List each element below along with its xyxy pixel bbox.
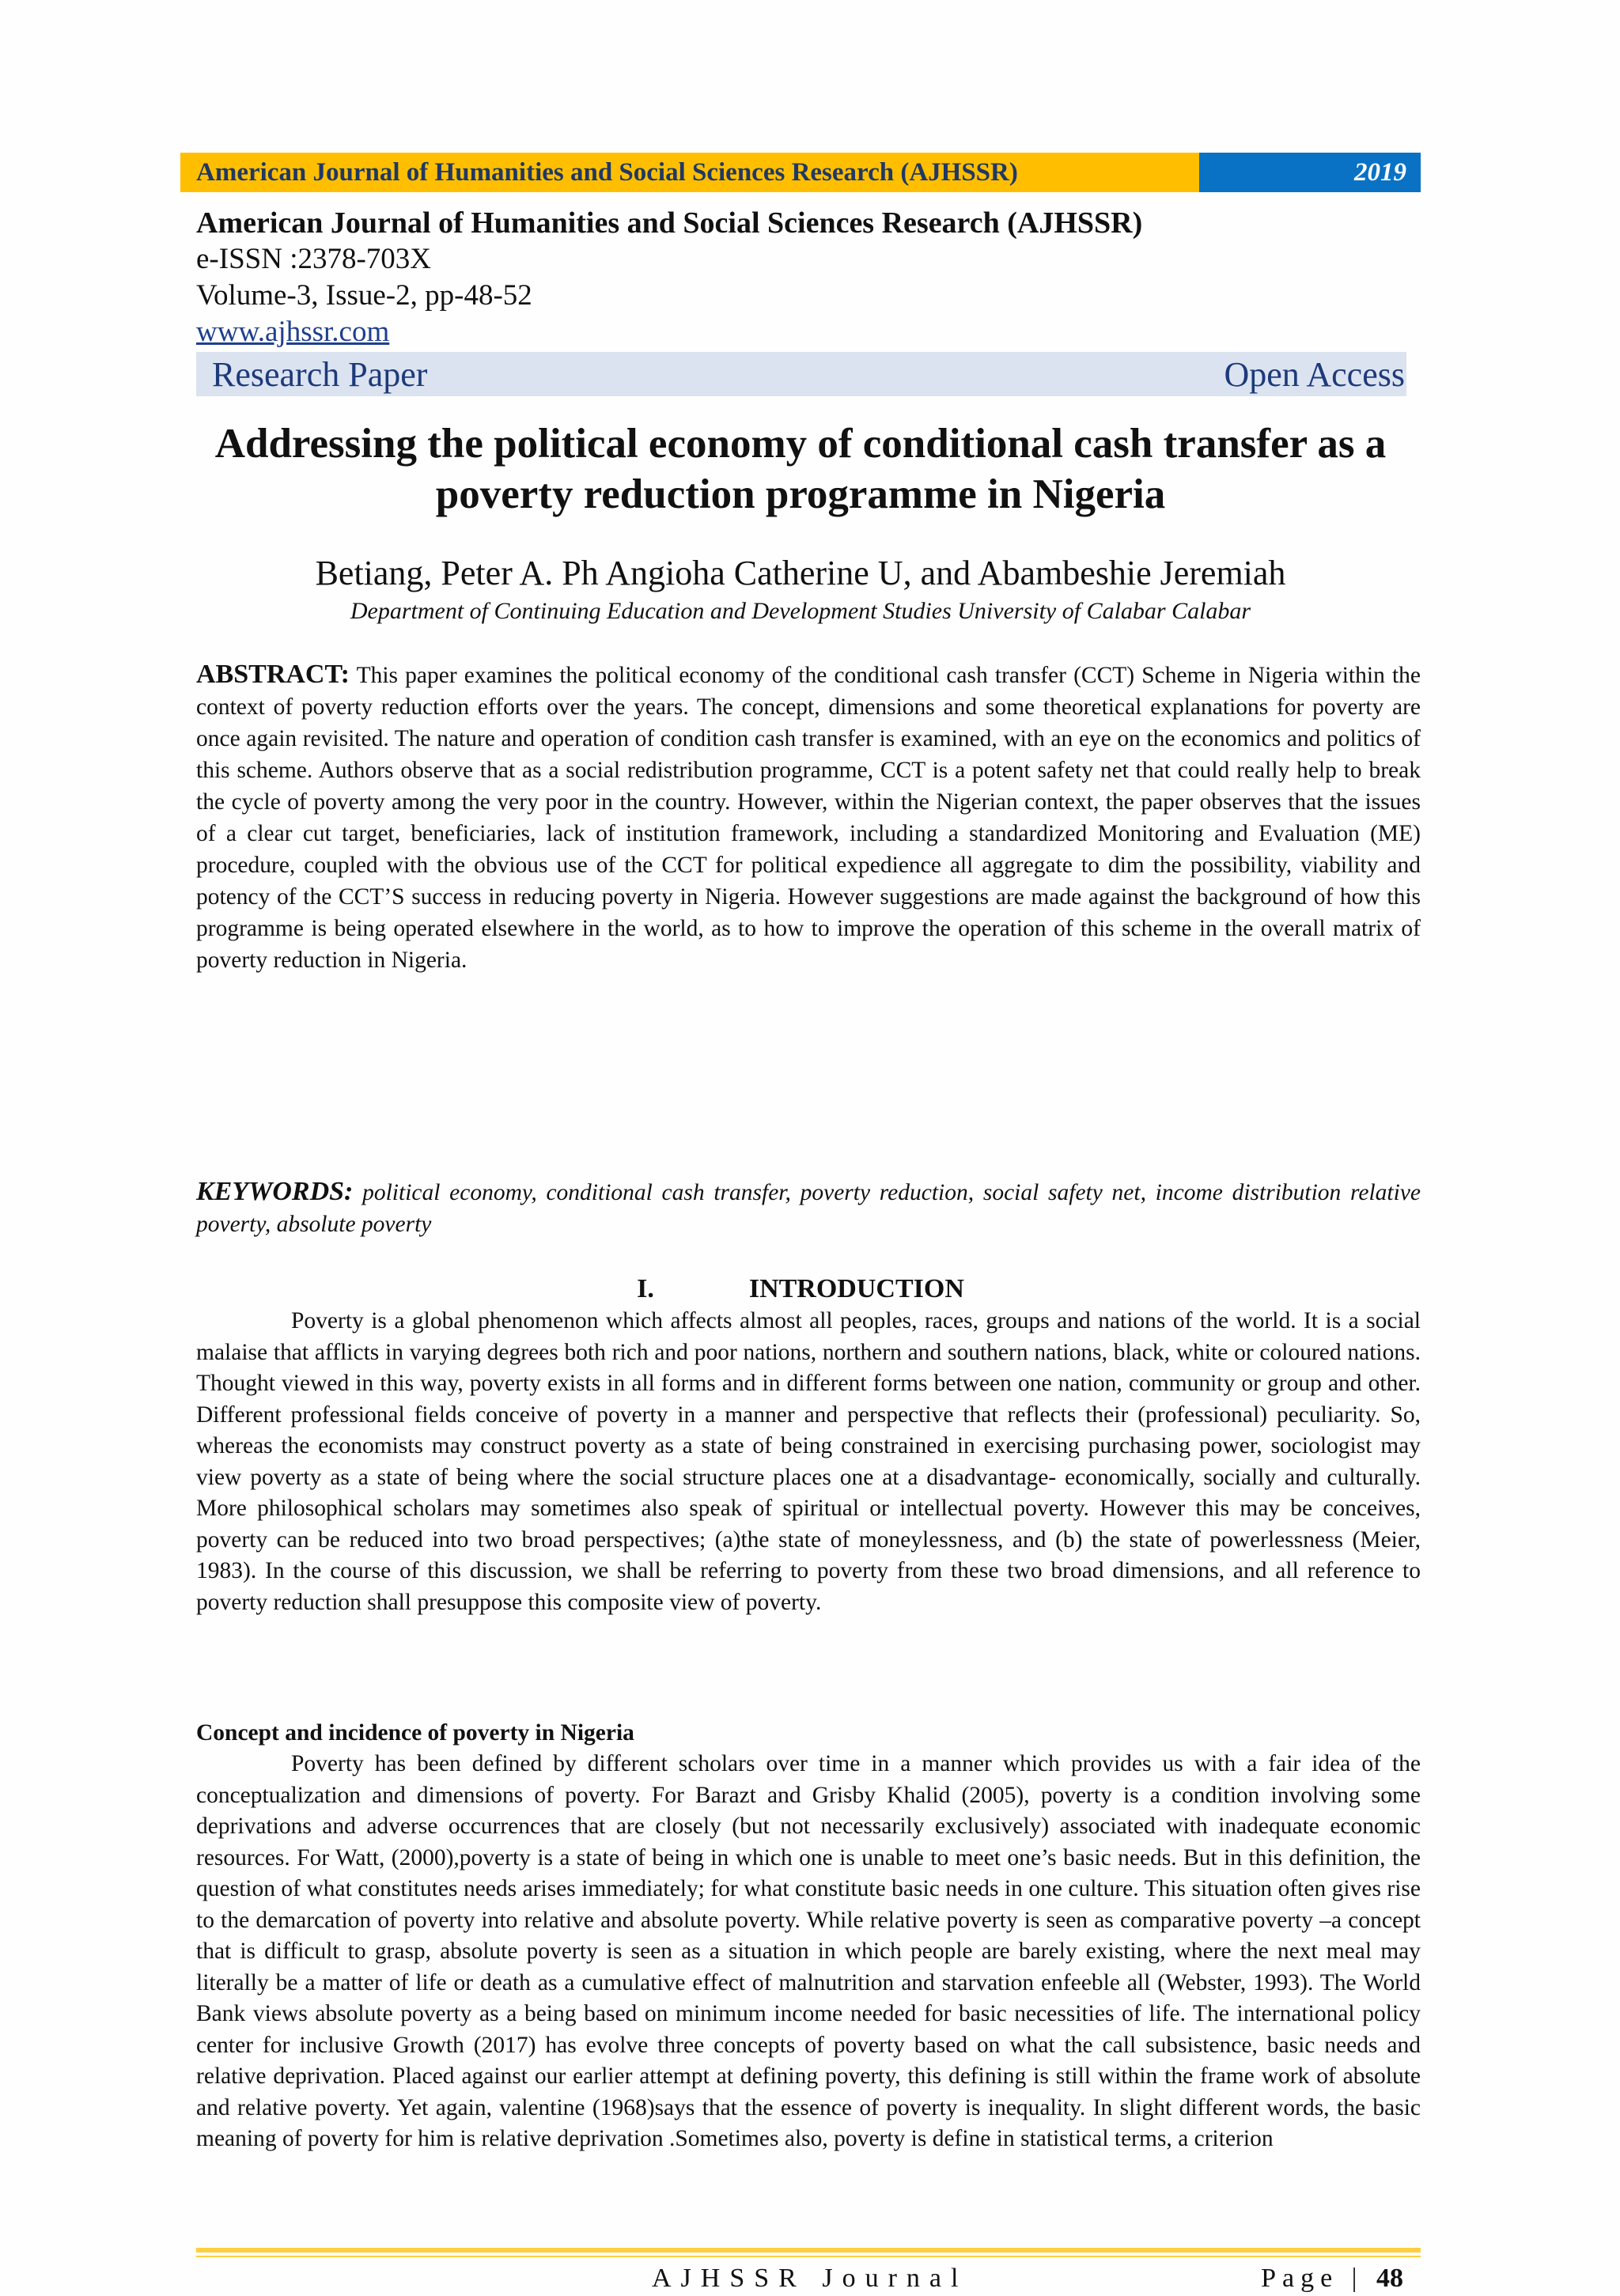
section-number: I. xyxy=(637,1274,654,1303)
abstract xyxy=(196,659,1421,976)
paper-title-line-2: poverty reduction programme in Nigeria xyxy=(435,471,1166,517)
concept-body xyxy=(196,1749,1421,2155)
journal-name: American Journal of Humanities and Social Sciences Research (AJHSSR) xyxy=(196,206,1143,240)
footer-journal-name: AJHSSR Journal xyxy=(652,2264,968,2293)
paper-type-label: Research Paper xyxy=(212,354,428,394)
header-journal-name: American Journal of Humanities and Social Sciences Research (AJHSSR) xyxy=(180,153,1199,192)
paper-title xyxy=(180,418,1421,520)
header-year: 2019 xyxy=(1199,153,1421,192)
abstract-text: This paper examines the political economy of the conditional cash transfer (CCT) Scheme in Nigeria within the context of poverty reduction efforts over the years. The concept, dimensions and some theoretical explanations for poverty are once again revisited. The nature and operation of condition cash transfer is examined, with an eye on the economics and politics of this scheme. Authors observe that as a social redistribution programme, CCT is a potent safety net that could really help to break the cycle of poverty among the very poor in the country. However, within the Nigerian context, the paper observes that the issues of a clear cut target, beneficiaries, lack of institution framework, including a standardized Monitoring and Evaluation (ME) procedure, coupled with the obvious use of the CCT for political expedience all aggregate to dim the possibility, viability and potency of the CCT’S success in reducing poverty in Nigeria. However suggestions are made against the background of how this programme is being operated elsewhere in the world, as to how to improve the operation of this scheme in the overall matrix of poverty reduction in Nigeria. xyxy=(196,663,1421,973)
journal-eissn: e-ISSN :2378-703X xyxy=(196,243,432,275)
journal-header-band xyxy=(180,153,1421,192)
introduction-body xyxy=(196,1306,1421,1618)
journal-volume: Volume-3, Issue-2, pp-48-52 xyxy=(196,279,532,312)
paper-authors: Betiang, Peter A. Ph Angioha Catherine U, and Abambeshie Jeremiah xyxy=(315,554,1286,592)
footer-page-number xyxy=(1261,2261,1403,2296)
subsection-heading: Concept and incidence of poverty in Nigeria xyxy=(196,1720,634,1746)
abstract-label: ABSTRACT: xyxy=(196,660,350,689)
section-heading-introduction xyxy=(180,1273,1421,1306)
author-affiliation: Department of Continuing Education and Development Studies University of Calabar Calabar xyxy=(350,598,1251,624)
paper-type-band xyxy=(196,352,1406,396)
footer-rule xyxy=(196,2248,1421,2253)
paper-title-line-1: Addressing the political economy of conditional cash transfer as a xyxy=(214,421,1387,467)
journal-url-link[interactable]: www.ajhssr.com xyxy=(196,316,390,348)
keywords xyxy=(196,1176,1421,1240)
introduction-paragraph: Poverty is a global phenomenon which affects almost all peoples, races, groups and nations of the world. It is a social malaise that afflicts in varying degrees both rich and poor nations, northern and southern nations, black, white or coloured nations. Thought viewed in this way, poverty exists in all forms and in different forms between one nation, community or group and other. Different professional fields conceive of poverty in a manner and perspective that reflects their (professional) peculiarity. So, whereas the economists may construct poverty as a state of being constrained in exercising purchasing power, sociologist may view poverty as a state of being where the social structure places one at a disadvantage- economically, socially and culturally. More philosophical scholars may sometimes also speak of spiritual or intellectual poverty. However this may be conceives, poverty can be reduced into two broad perspectives; (a)the state of moneylessness, and (b) the state of powerlessness (Meier, 1983). In the course of this discussion, we shall be referring to poverty from these two broad dimensions, and all reference to poverty reduction shall presuppose this composite view of poverty. xyxy=(196,1308,1421,1615)
journal-info xyxy=(196,205,1421,350)
footer-rule-thin xyxy=(196,2256,1421,2257)
footer-page-label: Page | xyxy=(1261,2264,1364,2293)
section-title: INTRODUCTION xyxy=(748,1274,964,1303)
access-type-label: Open Access xyxy=(1224,354,1405,394)
concept-paragraph: Poverty has been defined by different scholars over time in a manner which provides us with a fair idea of the conceptualization and dimensions of poverty. For Barazt and Grisby Khalid (2005), poverty is a condition involving some deprivations and adverse occurrences that are closely (but not necessarily exclusively) associated with inadequate economic resources. For Watt, (2000),poverty is a state of being in which one is unable to meet one’s basic needs. But in this definition, the question of what constitutes needs arises immediately; for what constitute basic needs in one culture. This situation often gives rise to the demarcation of poverty into relative and absolute poverty. While relative poverty is seen as comparative poverty –a concept that is difficult to grasp, absolute poverty is seen as a situation in which people are barely existing, where the next meal may literally be a matter of life or death as a cumulative effect of malnutrition and starvation enfeeble all (Webster, 1993). The World Bank views absolute poverty as a being based on minimum income needed for basic necessities of life. The international policy center for inclusive Growth (2017) has evolve three concepts of poverty based on what the call subsistence, basic needs and relative deprivation. Placed against our earlier attempt at defining poverty, this defining is still within the frame work of absolute and relative poverty. Yet again, valentine (1968)says that the essence of poverty is inequality. In slight different words, the basic meaning of poverty for him is relative deprivation .Sometimes also, poverty is define in statistical terms, a criterion xyxy=(196,1751,1421,2151)
page-number: 48 xyxy=(1376,2264,1403,2293)
keywords-label: KEYWORDS: xyxy=(196,1177,354,1206)
keywords-text: political economy, conditional cash transfer, poverty reduction, social safety net, income distribution relative poverty, absolute poverty xyxy=(196,1180,1421,1237)
